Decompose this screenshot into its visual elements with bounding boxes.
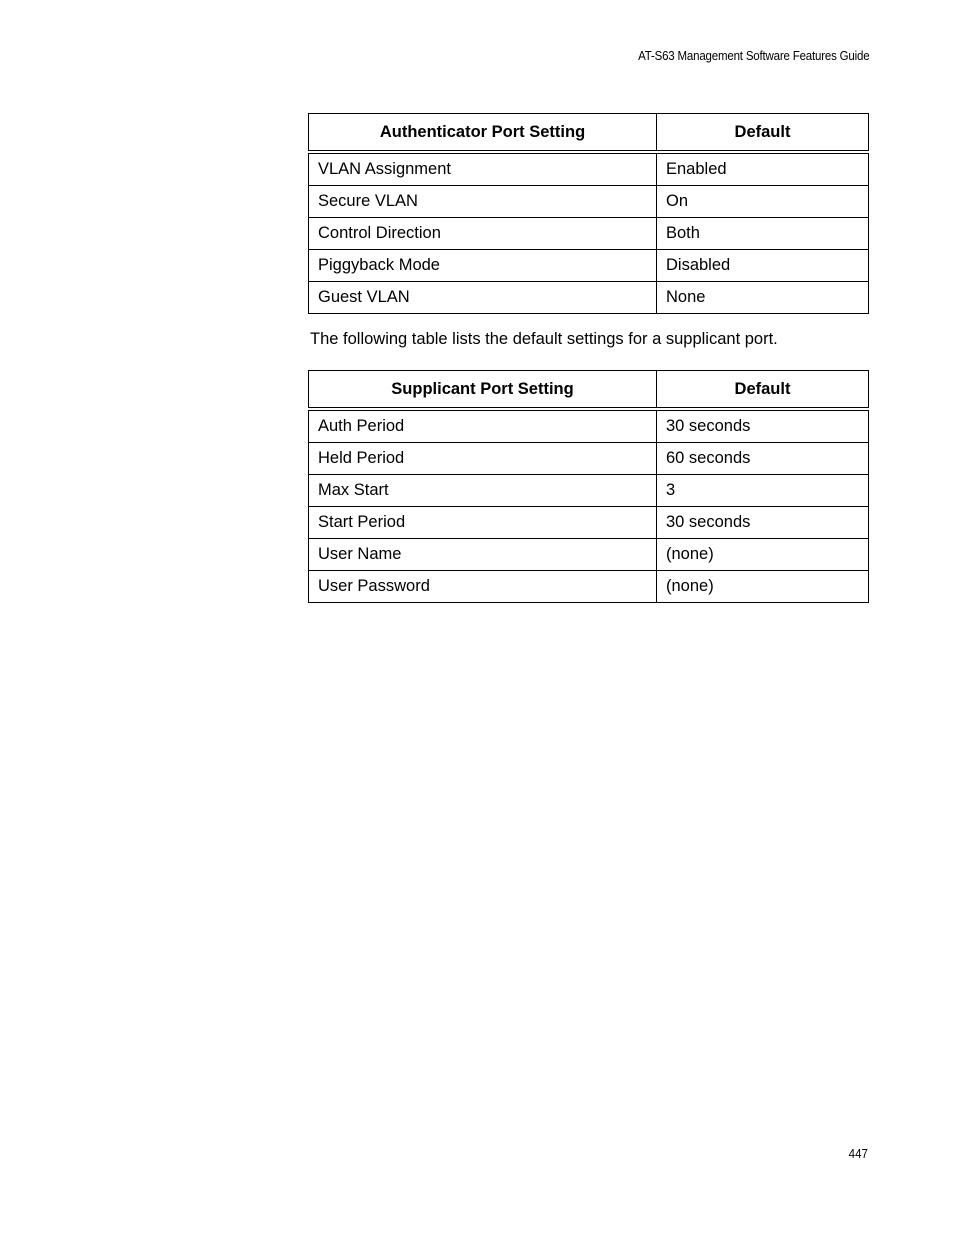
table-row: [309, 186, 869, 218]
setting-default: 30 seconds: [657, 409, 869, 443]
table-header-row: [309, 114, 869, 153]
table-row: [309, 443, 869, 475]
setting-name: VLAN Assignment: [309, 152, 657, 186]
table-header-row: [309, 371, 869, 410]
supplicant-defaults-table: [308, 370, 869, 603]
setting-default: Enabled: [657, 152, 869, 186]
running-header: AT-S63 Management Software Features Guide: [637, 49, 869, 63]
intro-paragraph: The following table lists the default settings for a supplicant port.: [310, 330, 778, 348]
setting-default: (none): [657, 539, 869, 571]
setting-default: 60 seconds: [657, 443, 869, 475]
table-row: [309, 152, 869, 186]
setting-name: User Name: [309, 539, 657, 571]
table-row: [309, 409, 869, 443]
page-number: 447: [848, 1147, 868, 1161]
table-row: [309, 282, 869, 314]
column-header-setting: Supplicant Port Setting: [309, 371, 657, 410]
setting-name: Start Period: [309, 507, 657, 539]
column-header-setting: Authenticator Port Setting: [309, 114, 657, 153]
setting-default: (none): [657, 571, 869, 603]
table-row: [309, 475, 869, 507]
setting-name: Max Start: [309, 475, 657, 507]
setting-default: Disabled: [657, 250, 869, 282]
setting-default: None: [657, 282, 869, 314]
table-row: [309, 507, 869, 539]
setting-name: Auth Period: [309, 409, 657, 443]
setting-default: Both: [657, 218, 869, 250]
setting-default: 3: [657, 475, 869, 507]
setting-default: On: [657, 186, 869, 218]
column-header-default: Default: [657, 114, 869, 153]
setting-name: Piggyback Mode: [309, 250, 657, 282]
column-header-default: Default: [657, 371, 869, 410]
setting-name: Held Period: [309, 443, 657, 475]
setting-name: Guest VLAN: [309, 282, 657, 314]
table-row: [309, 218, 869, 250]
table-row: [309, 250, 869, 282]
table-row: [309, 539, 869, 571]
setting-name: Secure VLAN: [309, 186, 657, 218]
setting-name: User Password: [309, 571, 657, 603]
setting-name: Control Direction: [309, 218, 657, 250]
setting-default: 30 seconds: [657, 507, 869, 539]
table-row: [309, 571, 869, 603]
authenticator-defaults-table: [308, 113, 869, 314]
